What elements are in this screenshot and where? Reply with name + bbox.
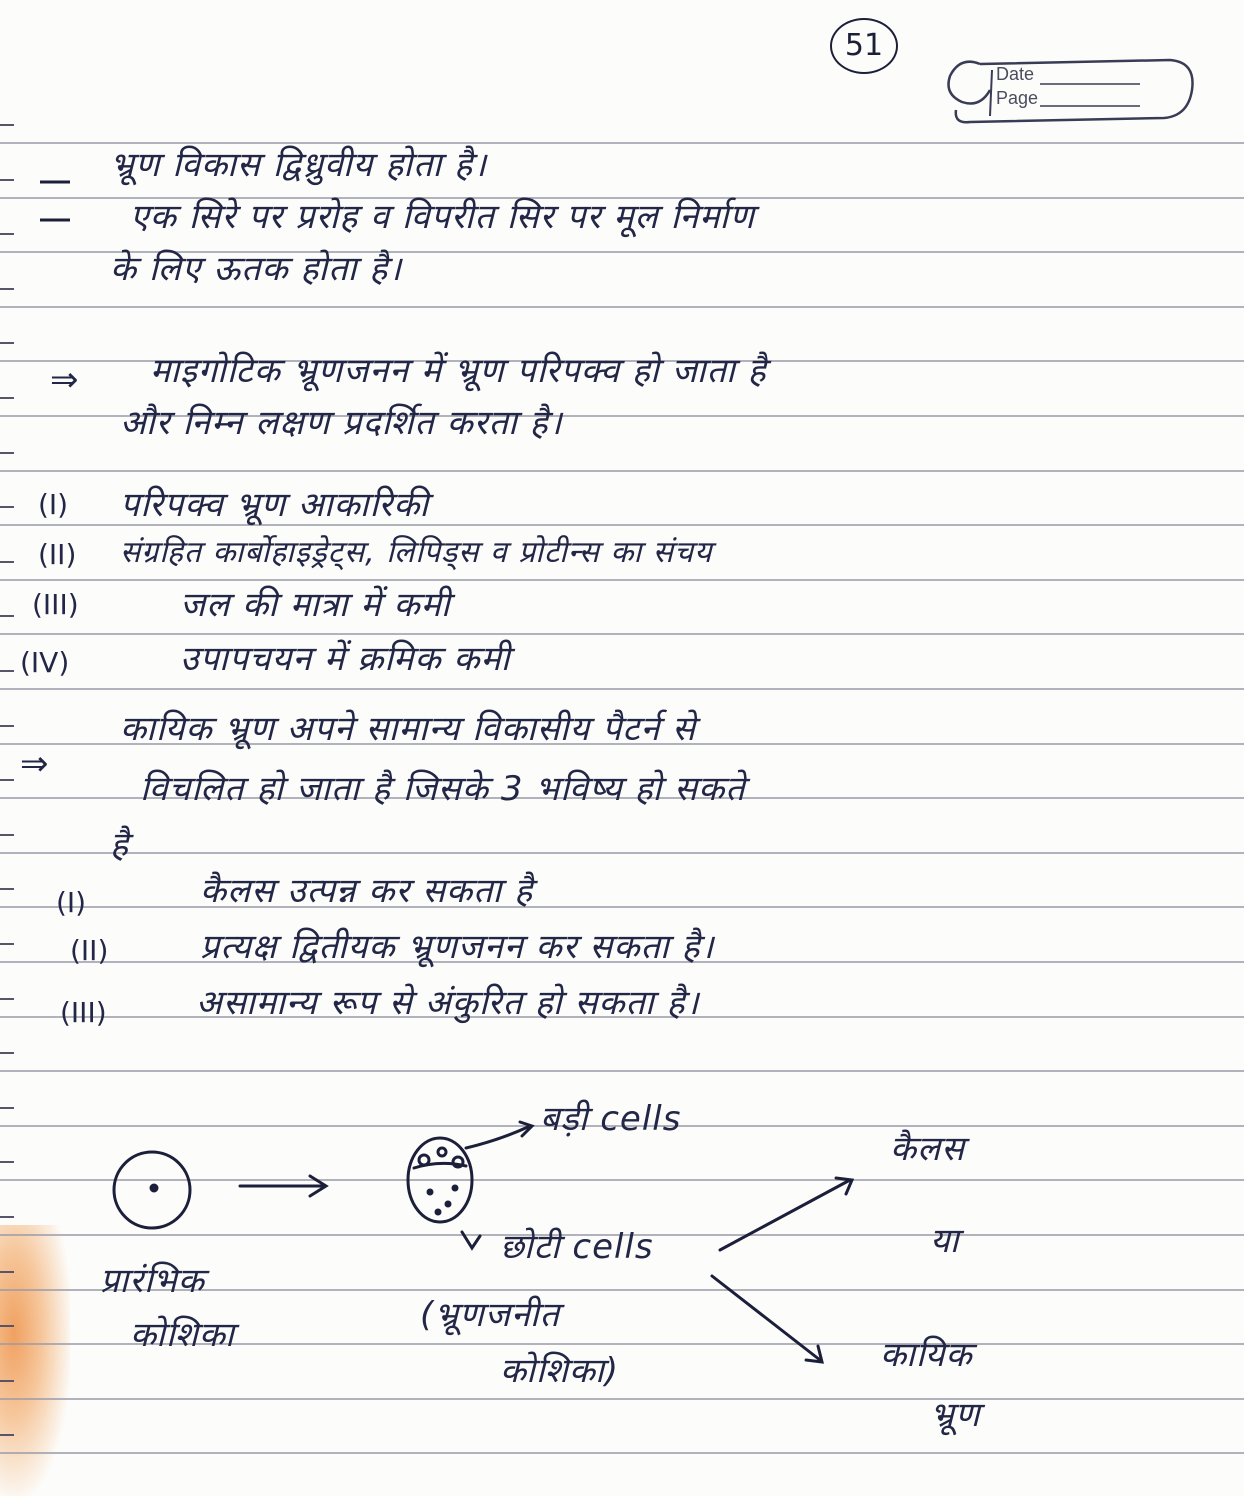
note-line-2: एक सिरे पर प्ररोह व विपरीत सिर पर मूल निर्माण <box>130 197 755 237</box>
note-line-6: कायिक भ्रूण अपने सामान्य विकासीय पैटर्न से <box>120 709 697 749</box>
list1-item-4: उपापचयन में क्रमिक कमी <box>180 639 511 679</box>
label-embryo: भ्रूण <box>930 1395 981 1435</box>
page-label: Page <box>996 88 1039 108</box>
list1-marker-4: (IV) <box>20 646 70 679</box>
arrow-small-cells-icon <box>462 1232 480 1248</box>
label-small-cells: छोटी cells <box>500 1227 654 1267</box>
list1-marker-2: (II) <box>38 538 77 571</box>
label-initial: प्रारंभिक <box>100 1261 205 1301</box>
date-label: Date <box>996 64 1035 84</box>
label-callus: कैलस <box>890 1129 966 1169</box>
page-number: 51 <box>830 18 898 74</box>
note-line-8: है <box>110 825 130 865</box>
label-embryogenic-cell: कोशिका) <box>500 1351 620 1391</box>
list1-marker-1: (I) <box>38 488 69 521</box>
implies-arrow-icon: ⇒ <box>20 744 50 784</box>
note-line-3: के लिए ऊतक होता है। <box>110 249 403 289</box>
label-somatic: कायिक <box>880 1335 973 1375</box>
arrow-to-callus-icon <box>720 1178 852 1250</box>
arrow-to-proembryo-icon <box>240 1176 326 1196</box>
note-line-5: और निम्न लक्षण प्रदर्शित करता है। <box>120 403 563 443</box>
list2-marker-3: (III) <box>60 996 107 1029</box>
label-or: या <box>930 1221 960 1261</box>
list2-marker-1: (I) <box>56 886 87 919</box>
arrow-big-cells-icon <box>466 1122 532 1148</box>
list1-item-3: जल की मात्रा में कमी <box>180 585 451 625</box>
initial-cell-nucleus <box>151 1185 157 1191</box>
implies-arrow-icon: ⇒ <box>50 360 80 400</box>
list1-item-2: संग्रहित कार्बोहाइड्रेट्स, लिपिड्स व प्रोटीन्स का संचय <box>120 535 713 570</box>
list2-item-2: प्रत्यक्ष द्वितीयक भ्रूणजनन कर सकता है। <box>200 927 715 967</box>
label-embryogenic: (भ्रूणजनीत <box>420 1295 561 1335</box>
list1-item-1: परिपक्व भ्रूण आकारिकी <box>120 485 430 525</box>
list1-marker-3: (III) <box>32 588 79 621</box>
list2-marker-2: (II) <box>70 934 109 967</box>
list2-item-3: असामान्य रूप से अंकुरित हो सकता है। <box>196 983 700 1023</box>
note-line-4: माइगोटिक भ्रूणजनन में भ्रूण परिपक्व हो जाता है <box>150 351 767 391</box>
note-line-7: विचलित हो जाता है जिसके 3 भविष्य हो सकते <box>140 769 746 809</box>
label-cell: कोशिका <box>130 1315 235 1355</box>
label-big-cells: बड़ी cells <box>540 1099 682 1139</box>
arrow-to-somatic-embryo-icon <box>712 1276 822 1362</box>
list2-item-1: कैलस उत्पन्न कर सकता है <box>200 871 534 911</box>
note-line-1: भ्रूण विकास द्विध्रुवीय होता है। <box>110 145 488 185</box>
